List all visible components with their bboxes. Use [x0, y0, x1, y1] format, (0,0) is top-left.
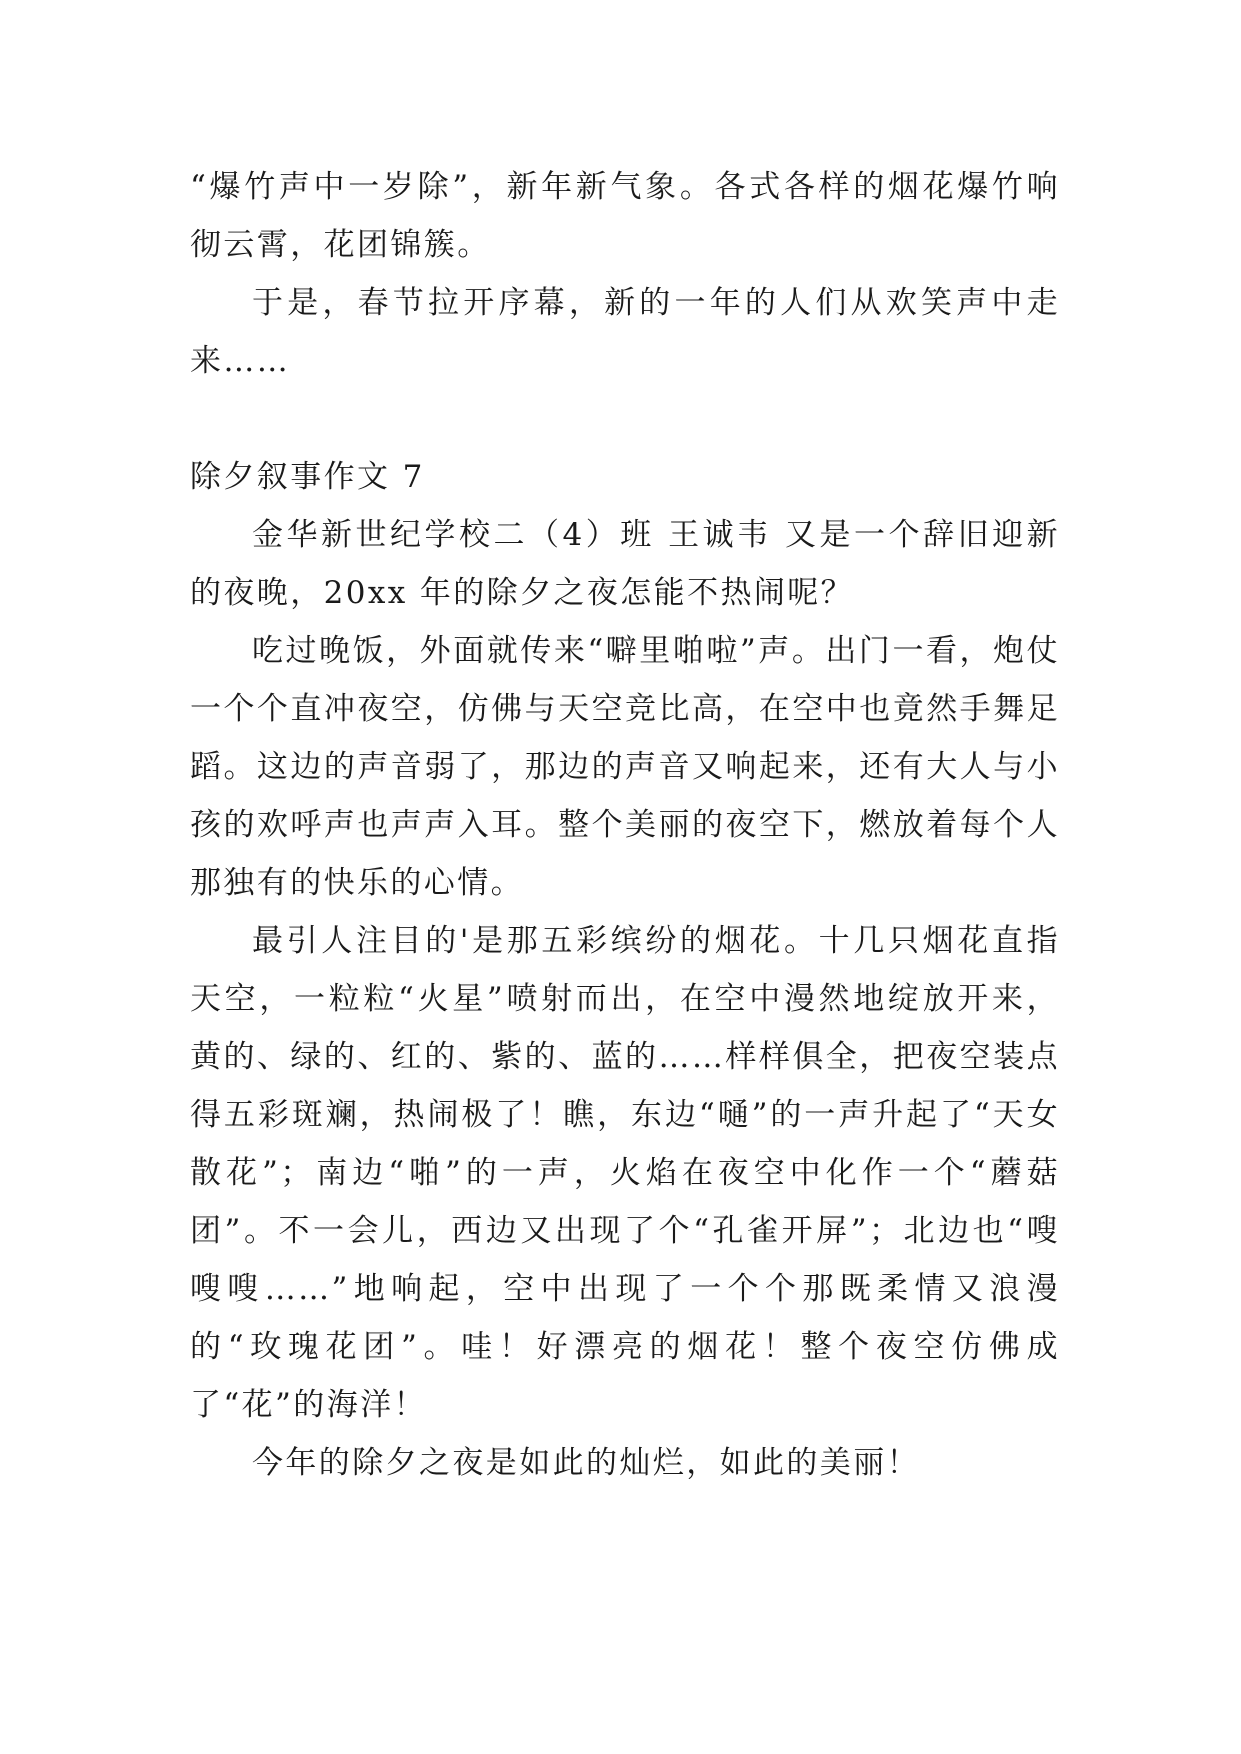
intro-paragraph-2: 于是，春节拉开序幕，新的一年的人们从欢笑声中走来……	[190, 285, 1060, 379]
intro-paragraph-1: “爆竹声中一岁除”，新年新气象。各式各样的烟花爆竹响彻云霄，花团锦簇。	[190, 169, 1060, 263]
section-paragraph-3: 最引人注目的'是那五彩缤纷的烟花。十几只烟花直指天空，一粒粒“火星”喷射而出，在空中漫然地绽放开来，黄的、绿的、红的、紫的、蓝的……样样俱全，把夜空装点得五彩斑斓，热闹极了！瞧，东边“嗵”的一声升起了“天女散花”；南边“啪”的一声，火焰在夜空中化作一个“蘑菇团”。不一会儿，西边又出现了个“孔雀开屏”；北边也“嗖嗖嗖……”地响起，空中出现了一个个那既柔情又浪漫的“玫瑰花团”。哇！好漂亮的烟花！整个夜空仿佛成了“花”的海洋！	[190, 923, 1060, 1423]
document-body	[190, 158, 1060, 1492]
section-title: 除夕叙事作文 7	[190, 459, 425, 495]
section-paragraph-1: 金华新世纪学校二（4）班 王诚韦 又是一个辞旧迎新的夜晚，20xx 年的除夕之夜怎能不热闹呢？	[190, 517, 1060, 611]
section-paragraph-2: 吃过晚饭，外面就传来“噼里啪啦”声。出门一看，炮仗一个个直冲夜空，仿佛与天空竞比高，在空中也竟然手舞足蹈。这边的声音弱了，那边的声音又响起来，还有大人与小孩的欢呼声也声声入耳。整个美丽的夜空下，燃放着每个人那独有的快乐的心情。	[190, 633, 1060, 901]
section-paragraph-4: 今年的除夕之夜是如此的灿烂，如此的美丽！	[252, 1445, 920, 1481]
